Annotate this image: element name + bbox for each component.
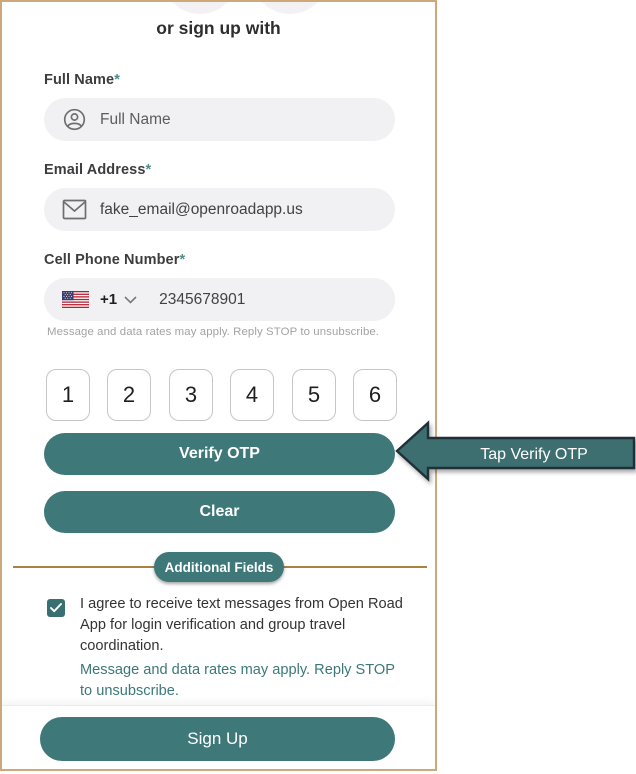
otp-digit-6[interactable]: 6 bbox=[353, 369, 397, 421]
phone-input[interactable] bbox=[44, 278, 395, 321]
us-flag-icon bbox=[62, 291, 89, 308]
phone-label: Cell Phone Number* bbox=[44, 252, 186, 268]
tutorial-arrow-annotation bbox=[394, 419, 636, 485]
bottom-bar bbox=[2, 705, 435, 769]
divider-line bbox=[283, 566, 427, 568]
person-icon bbox=[62, 107, 87, 132]
envelope-icon bbox=[62, 199, 87, 220]
full-name-placeholder: Full Name bbox=[100, 110, 171, 128]
page-title: or sign up with bbox=[156, 18, 281, 38]
divider-line bbox=[13, 566, 155, 568]
dial-code[interactable]: +1 bbox=[100, 291, 118, 308]
required-asterisk: * bbox=[114, 72, 120, 88]
otp-digit-3[interactable]: 3 bbox=[169, 369, 213, 421]
chevron-down-icon[interactable] bbox=[124, 296, 137, 304]
agreement-checkbox[interactable] bbox=[47, 599, 65, 617]
checkmark-icon bbox=[50, 603, 62, 613]
full-name-input[interactable] bbox=[44, 98, 395, 141]
otp-digit-1[interactable]: 1 bbox=[46, 369, 90, 421]
required-asterisk: * bbox=[179, 252, 186, 268]
agreement-text: I agree to receive text messages from Open Road App for login verification and group travel coordination. bbox=[80, 596, 403, 654]
email-label: Email Address* bbox=[44, 162, 152, 178]
email-value: fake_email@openroadapp.us bbox=[100, 200, 303, 218]
otp-digit-5[interactable]: 5 bbox=[292, 369, 336, 421]
sms-disclaimer: Message and data rates may apply. Reply STOP to unsubscribe. bbox=[47, 326, 380, 338]
clear-button[interactable]: Clear bbox=[44, 491, 395, 533]
social-login-circle[interactable] bbox=[162, 0, 238, 14]
full-name-label: Full Name* bbox=[44, 72, 120, 88]
additional-fields-button[interactable]: Additional Fields bbox=[154, 552, 284, 582]
arrow-label: Tap Verify OTP bbox=[480, 446, 588, 463]
required-asterisk: * bbox=[145, 162, 152, 178]
otp-digit-2[interactable]: 2 bbox=[107, 369, 151, 421]
agreement-subtext: Message and data rates may apply. Reply STOP to unsubscribe. bbox=[80, 662, 395, 699]
phone-value: 2345678901 bbox=[159, 290, 246, 308]
verify-otp-button[interactable]: Verify OTP bbox=[44, 433, 395, 475]
otp-digit-4[interactable]: 4 bbox=[230, 369, 274, 421]
email-input[interactable] bbox=[44, 188, 395, 231]
social-login-circle[interactable] bbox=[252, 0, 328, 14]
sign-up-button[interactable]: Sign Up bbox=[40, 717, 395, 761]
